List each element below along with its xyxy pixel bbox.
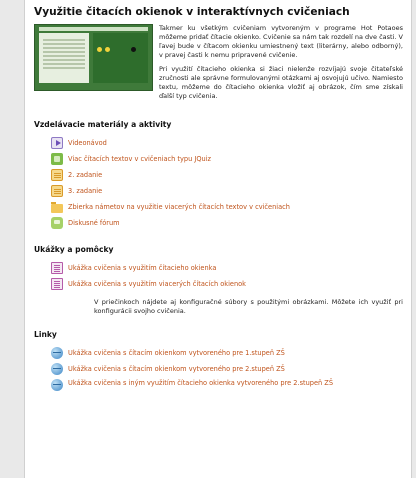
list-item-zadanie-2[interactable] (34, 167, 403, 183)
link-label[interactable]: Diskusné fórum (68, 219, 120, 227)
list-item-zadanie-3[interactable] (34, 183, 403, 199)
globe-icon (51, 347, 63, 359)
folder-icon (51, 204, 63, 213)
list-item-link-1[interactable] (34, 345, 403, 361)
section-heading-examples: Ukážky a pomôcky (34, 245, 114, 254)
video-icon (51, 137, 63, 149)
list-item-ukazka-1[interactable] (34, 260, 403, 276)
link-label[interactable]: Ukážka cvičenia s využitím čítacieho okienka (68, 264, 217, 272)
forum-icon (51, 217, 63, 229)
hotpot-icon (51, 153, 63, 165)
link-label[interactable]: Zbierka námetov na využitie viacerých čítacích textov v cvičeniach (68, 203, 290, 211)
intro-paragraph-1: Takmer ku všetkým cvičeniam vytvoreným v programe Hot Potaoes môžeme pridať čítacie okienko. Cvičenie sa nám tak rozdelí na dve časti. V ľavej bude v čítacom okienku umiestnený text (literárny, alebo odborný), v pravej časti k nemu pripravené cvičenie. (159, 24, 403, 59)
section-heading-materials: Vzdelávacie materiály a aktivity (34, 120, 172, 129)
intro-block (34, 24, 403, 106)
document-icon (51, 262, 63, 274)
list-item-zbierka[interactable] (34, 199, 403, 215)
intro-paragraph-2: Pri využití čítacieho okienka si žiaci nielenže rozvíjajú svoje čitateľské zručnosti ale správne formulovanými otázkami aj osvojujú učivo. Namiesto textu, môžeme do čítacieho okienka vložiť aj obrázok, čím sme získali ďalší typ cvičenia. (159, 65, 403, 100)
link-label[interactable]: 2. zadanie (68, 171, 103, 179)
globe-icon (51, 379, 63, 391)
list-item-ukazka-2[interactable] (34, 276, 403, 292)
exercise-screenshot (34, 24, 153, 91)
link-label[interactable]: Videonávod (68, 139, 107, 147)
link-label[interactable]: Ukážka cvičenia s čítacím okienkom vytvoreného pre 2.stupeň ZŠ (68, 365, 285, 373)
link-label[interactable]: Ukážka cvičenia s využitím viacerých čítacích okienok (68, 280, 246, 288)
assignment-icon (51, 185, 63, 197)
list-item-link-3[interactable] (34, 377, 403, 391)
link-label[interactable]: Ukážka cvičenia s čítacím okienkom vytvoreného pre 1.stupeň ZŠ (68, 349, 285, 357)
list-item-forum[interactable] (34, 215, 403, 231)
list-item-videonavod[interactable] (34, 135, 403, 151)
document-icon (51, 278, 63, 290)
page-title: Využitie čitacích okienok v interaktívnych cvičeniach (34, 6, 350, 18)
assignment-icon (51, 169, 63, 181)
link-label[interactable]: Viac čítacích textov v cvičeniach typu JQuiz (68, 155, 211, 163)
list-item-link-2[interactable] (34, 361, 403, 377)
globe-icon (51, 363, 63, 375)
section-heading-links: Linky (34, 330, 57, 339)
examples-note: V priečinkoch nájdete aj konfiguračné súbory s použitými obrázkami. Môžete ich využiť pri konfigurácii svojho cvičenia. (94, 298, 403, 315)
list-item-jquiz[interactable] (34, 151, 403, 167)
link-label[interactable]: 3. zadanie (68, 187, 103, 195)
link-label[interactable]: Ukážka cvičenia s iným využitím čítacieho okienka vytvoreného pre 2.stupeň ZŠ (68, 379, 334, 387)
content-panel (24, 0, 412, 478)
